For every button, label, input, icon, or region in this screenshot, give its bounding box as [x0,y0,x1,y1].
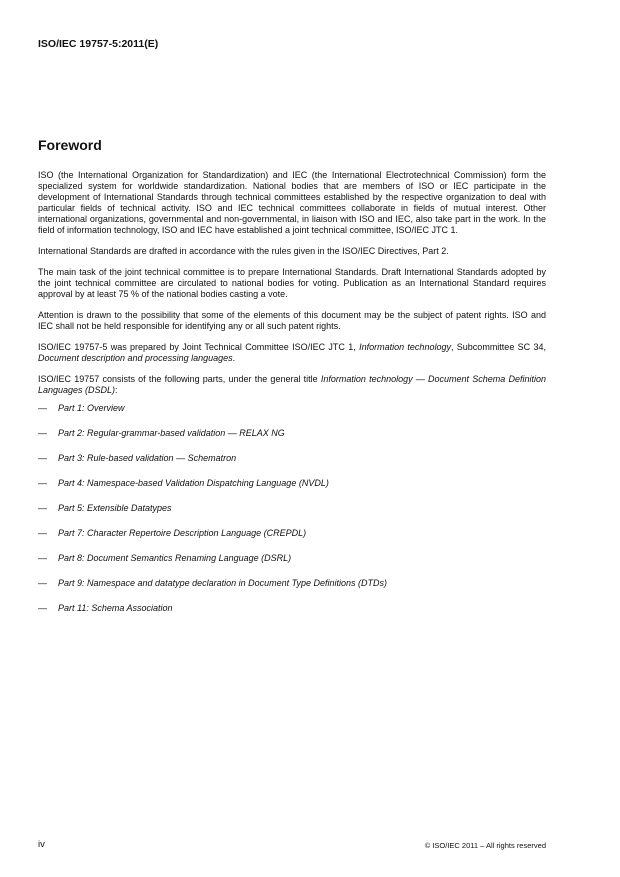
list-dash: — [38,578,47,588]
prepared-by-text-1: ISO/IEC 19757-5 was prepared by Joint Technical Committee ISO/IEC JTC 1, [38,342,360,352]
list-dash: — [38,453,47,463]
list-item [38,478,546,503]
list-item [38,578,546,603]
parts-intro-general-title: Information technology — Document Schema Definition Languages (DSDL) [38,374,546,395]
foreword-body [38,170,546,628]
list-item [38,528,546,553]
paragraph-main-task: The main task of the joint technical committee is to prepare International Standards. Draft International Standards adopted by the joint technical committee are circulated to national bodies for voting. Publication as an International Standard requires approval by at least 75 % of the national bodies casting a vote. [38,267,546,299]
part-label: Part 9: Namespace and datatype declaration in Document Type Definitions (DTDs) [58,578,387,588]
paragraph-patent-notice: Attention is drawn to the possibility that some of the elements of this document may be the subject of patent rights. ISO and IEC shall not be held responsible for identifying any or all such patent rights. [38,310,546,331]
part-label: Part 7: Character Repertoire Description Language (CREPDL) [58,528,307,538]
part-label: Part 1: Overview [58,403,125,413]
document-identifier: ISO/IEC 19757-5:2011(E) [38,38,159,50]
list-item [38,403,546,428]
page-title: Foreword [38,137,102,153]
part-label: Part 2: Regular-grammar-based validation — RELAX NG [58,428,285,438]
part-label: Part 11: Schema Association [58,603,173,613]
list-item [38,603,546,628]
prepared-by-title-2: Document description and processing languages [38,353,233,363]
list-item [38,453,546,478]
list-dash: — [38,528,47,538]
part-label: Part 4: Namespace-based Validation Dispatching Language (NVDL) [58,478,329,488]
parts-intro-text-1: ISO/IEC 19757 consists of the following parts, under the general title [38,374,321,384]
list-dash: — [38,503,47,513]
paragraph-parts-intro [38,374,546,396]
list-item [38,503,546,528]
part-label: Part 3: Rule-based validation — Schematron [58,453,237,463]
prepared-by-title-1: Information technology [359,342,451,352]
paragraph-directives: International Standards are drafted in accordance with the rules given in the ISO/IEC Directives, Part 2. [38,246,449,256]
part-label: Part 8: Document Semantics Renaming Language (DSRL) [58,553,292,563]
parts-list [38,403,546,628]
list-dash: — [38,428,47,438]
list-item [38,428,546,453]
prepared-by-text-3: . [232,353,236,363]
list-dash: — [38,478,47,488]
list-dash: — [38,553,47,563]
list-dash: — [38,603,47,613]
paragraph-prepared-by [38,342,546,364]
paragraph-iso-iec-intro: ISO (the International Organization for Standardization) and IEC (the International Electrotechnical Commission) form the specialized system for worldwide standardization. National bodies that are members of ISO or IEC participate in the development of International Standards through technical committees established by the respective organization to deal with particular fields of technical activity. ISO and IEC technical committees collaborate in fields of mutual interest. Other international organizations, governmental and non-governmental, in liaison with ISO and IEC, also take part in the work. In the field of information technology, ISO and IEC have established a joint technical committee, ISO/IEC JTC 1. [38,170,546,235]
prepared-by-text-2: , Subcommittee SC 34, [450,342,546,352]
list-item [38,553,546,578]
list-dash: — [38,403,47,413]
parts-intro-text-2: : [115,385,118,395]
part-label: Part 5: Extensible Datatypes [58,503,172,513]
page-number: iv [38,839,45,850]
copyright-notice: © ISO/IEC 2011 – All rights reserved [424,841,546,850]
